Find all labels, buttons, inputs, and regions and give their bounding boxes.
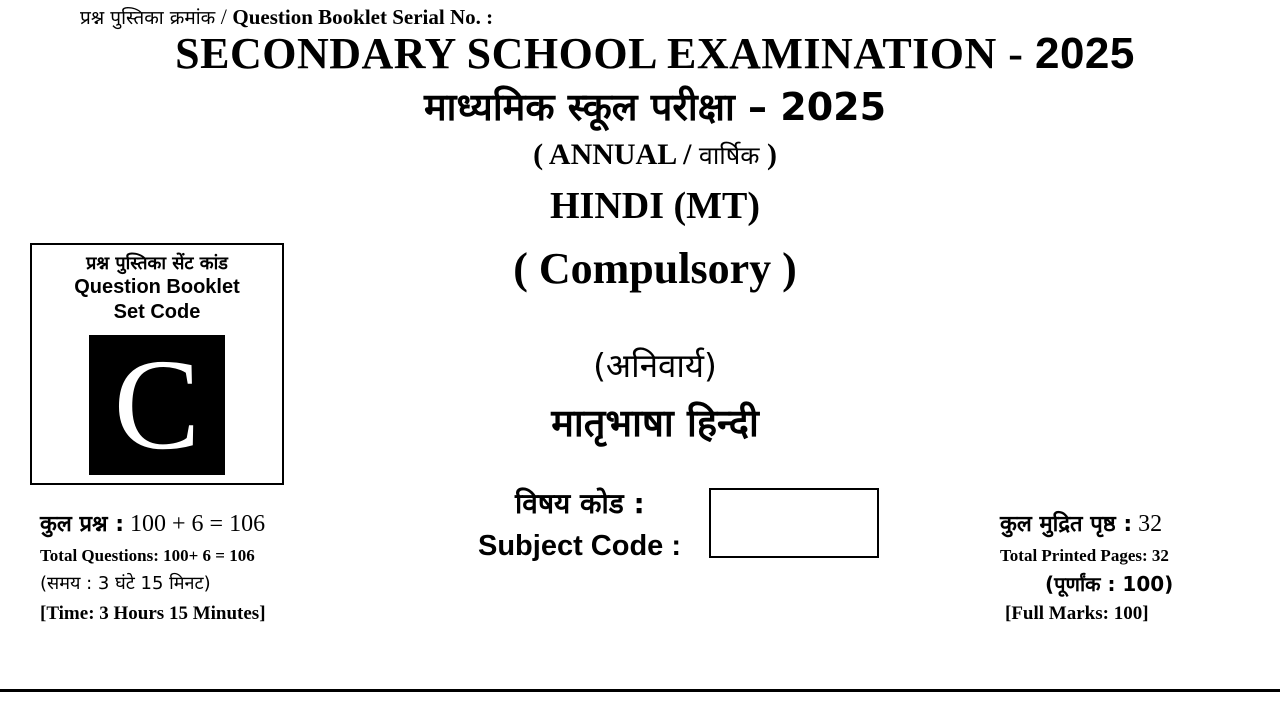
bottom-divider: [0, 689, 1280, 692]
total-questions-label: कुल प्रश्न :: [40, 512, 125, 537]
total-pages-value: 32: [1132, 511, 1163, 537]
set-code-letter: C: [89, 335, 225, 475]
set-code-label-line2: Set Code: [113, 301, 201, 323]
subject-code-label-hindi: विषय कोड :: [515, 487, 645, 520]
booklet-serial-line: [80, 4, 493, 30]
subject-category-hindi: (अनिवार्य): [593, 346, 717, 385]
time-english: [Time: 3 Hours 15 Minutes]: [40, 603, 266, 624]
exam-year: 2025: [1034, 29, 1135, 78]
set-code-box: [30, 243, 284, 485]
set-code-label-line1: Question Booklet: [74, 276, 240, 298]
total-pages-english: Total Printed Pages: 32: [1000, 546, 1169, 565]
serial-separator: /: [215, 4, 233, 29]
exam-title-text: SECONDARY SCHOOL EXAMINATION -: [175, 29, 1024, 78]
total-questions-value: 100 + 6 = 106: [124, 511, 266, 537]
exam-type-hindi: वार्षिक: [698, 141, 760, 170]
set-code-label-english: [32, 275, 282, 325]
full-marks-english: [Full Marks: 100]: [1005, 603, 1149, 624]
serial-label-english: Question Booklet Serial No. :: [232, 5, 494, 29]
exam-type-open: ( ANNUAL /: [533, 138, 699, 171]
full-marks-hindi: (पूर्णांक : 100): [1045, 572, 1174, 596]
total-pages-hindi: [1000, 508, 1162, 538]
time-hindi: (समय : 3 घंटे 15 मिनट): [40, 573, 211, 594]
subject-name-hindi: मातृभाषा हिन्दी: [551, 401, 759, 445]
subject-code-label-english: Subject Code :: [478, 530, 682, 562]
exam-type-close: ): [759, 138, 777, 171]
subject-name-english: HINDI (MT): [549, 185, 761, 227]
exam-type: [0, 138, 1280, 172]
exam-title-english: [0, 28, 1280, 79]
subject-code-field[interactable]: [709, 488, 879, 558]
total-pages-label: कुल मुद्रित पृष्ठ :: [1000, 512, 1133, 537]
total-questions-hindi: [40, 508, 265, 538]
set-code-label-hindi: प्रश्न पुस्तिका सेंट कांड: [86, 253, 228, 274]
subject-category-english: ( Compulsory ): [513, 244, 797, 293]
exam-title-hindi: माध्यमिक स्कूल परीक्षा – 2025: [423, 85, 887, 129]
serial-label-hindi: प्रश्न पुस्तिका क्रमांक: [80, 7, 216, 29]
total-questions-english: Total Questions: 100+ 6 = 106: [40, 546, 255, 565]
